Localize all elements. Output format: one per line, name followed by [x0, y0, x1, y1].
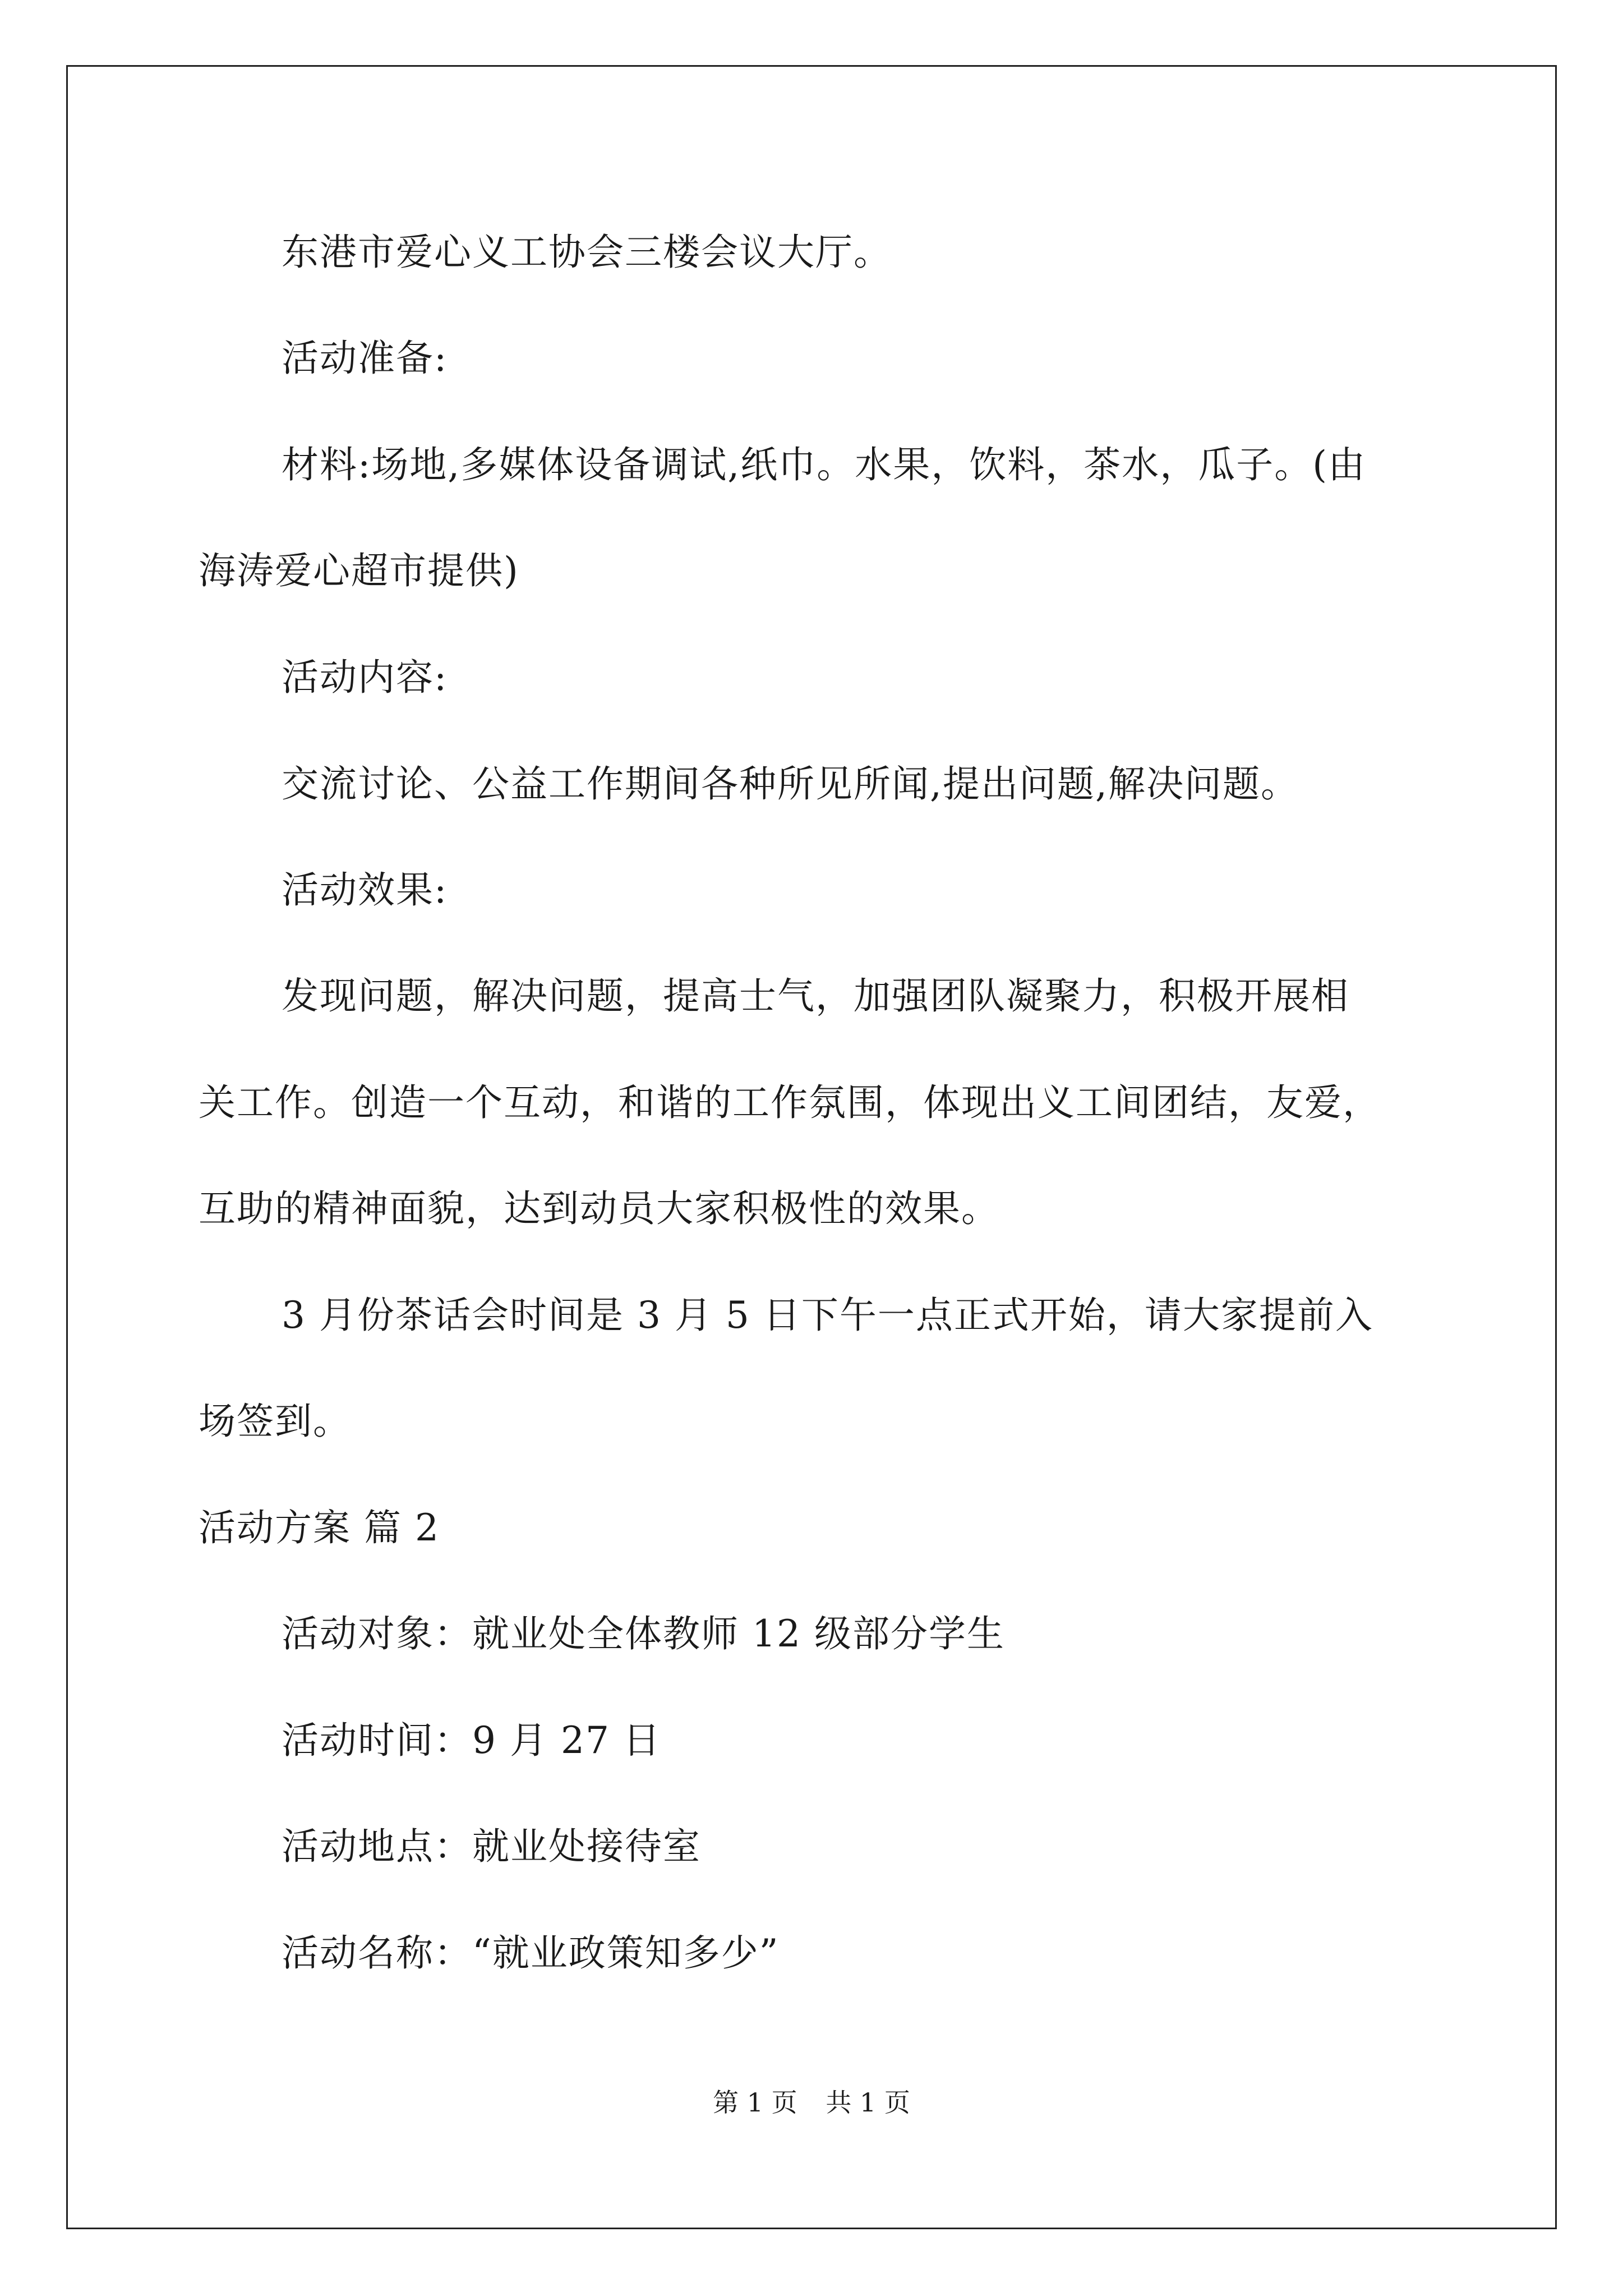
text-line-location: 活动地点：就业处接待室 — [282, 1825, 701, 1868]
page-number-current: 第 1 页 — [713, 2087, 797, 2118]
text-line-content: 交流讨论、公益工作期间各种所见所闻,提出问题,解决问题。 — [282, 762, 1299, 806]
text-line-materials: 材料:场地,多媒体设备调试,纸巾。水果，饮料，茶水，瓜子。(由 — [282, 443, 1366, 486]
text-line-materials-cont: 海涛爱心超市提供) — [199, 549, 519, 592]
text-line-target: 活动对象：就业处全体教师 12 级部分学生 — [282, 1612, 1005, 1655]
page-number-total: 共 1 页 — [826, 2087, 910, 2118]
text-line-effect-1: 发现问题，解决问题，提高士气，加强团队凝聚力，积极开展相 — [282, 974, 1349, 1018]
page-border — [66, 65, 1557, 2229]
text-line-time: 活动时间：9 月 27 日 — [282, 1719, 661, 1762]
text-line-prep-heading: 活动准备: — [282, 337, 448, 380]
text-line-tea-party-cont: 场签到。 — [199, 1400, 351, 1443]
text-line-effect-2: 关工作。创造一个互动，和谐的工作氛围，体现出义工间团结，友爱， — [199, 1081, 1381, 1124]
text-line-effect-3: 互助的精神面貌，达到动员大家积极性的效果。 — [199, 1187, 999, 1230]
text-line-tea-party: 3 月份茶话会时间是 3 月 5 日下午一点正式开始，请大家提前入 — [282, 1294, 1373, 1337]
text-line-name: 活动名称：“就业政策知多少” — [282, 1931, 780, 1975]
text-line-venue: 东港市爱心义工协会三楼会议大厅。 — [282, 231, 892, 274]
text-line-effect-heading: 活动效果: — [282, 868, 448, 912]
section-title-plan-2: 活动方案 篇 2 — [199, 1506, 440, 1549]
page-footer — [0, 2086, 1623, 2119]
text-line-content-heading: 活动内容: — [282, 656, 448, 699]
